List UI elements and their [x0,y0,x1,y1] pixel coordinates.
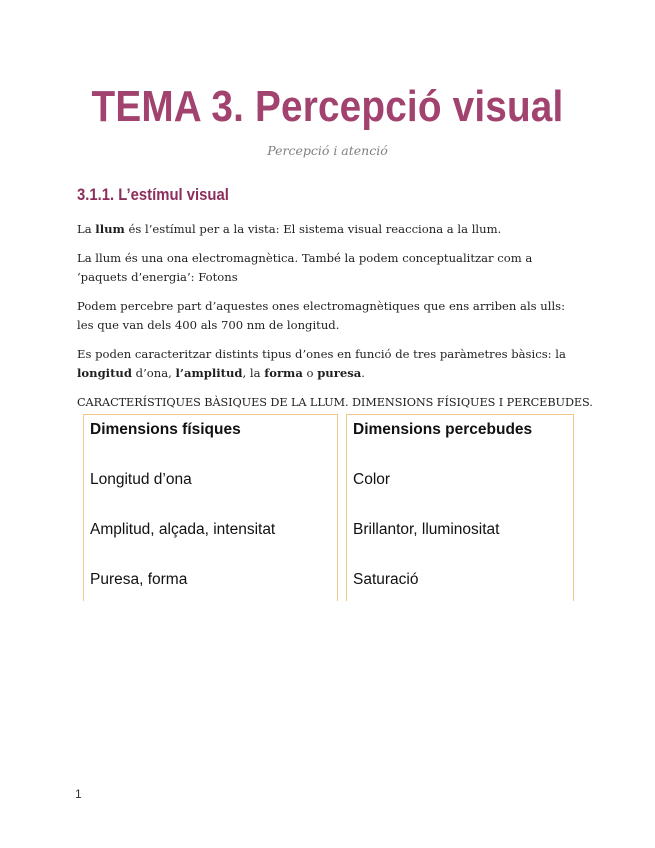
paragraph-4-bold-longitud: longitud [77,366,132,380]
table-cell: Brillantor, lluminositat [353,521,500,538]
paragraph-4-bold-forma: forma [264,366,303,380]
paragraph-4-text-d: o [302,366,318,380]
table-cell: Saturació [353,571,419,588]
table-cell: Amplitud, alçada, intensitat [90,521,276,538]
paragraph-4-text-a: Es poden caracteritzar distints tipus d’ones en funció de tres paràmetres bàsics: la [77,347,566,361]
paragraph-3: Podem percebre part d’aquestes ones electromagnètiques que ens arriben als ulls: les que van dels 400 als 700 nm de longitud. [77,299,566,332]
page-subtitle: Percepció i atenció [267,143,388,158]
paragraph-4-text-e: . [361,366,365,380]
paragraph-4-bold-puresa: puresa [317,366,362,380]
paragraph-4 [77,345,577,383]
table-cell: Longitud d’ona [90,471,192,488]
table-cell: Color [353,471,391,488]
paragraph-4-bold-amplitud: l’amplitud [175,366,243,380]
table-header-physical: Dimensions físiques [90,421,241,438]
page-number: 1 [75,787,82,801]
table-caption: CARACTERÍSTIQUES BÀSIQUES DE LA LLUM. DIMENSIONS FÍSIQUES I PERCEBUDES. [77,396,593,409]
paragraph-1-text-a: La [77,222,96,236]
section-heading: 3.1.1. L’estímul visual [77,186,229,204]
table-cell: Puresa, forma [90,571,188,588]
table-header-perceived: Dimensions percebudes [353,421,533,438]
paragraph-4-text-c: , la [242,366,265,380]
page-title: TEMA 3. Percepció visual [91,82,564,131]
paragraph-1-text-b: és l’estímul per a la vista: El sistema visual reacciona a la llum. [124,222,502,236]
paragraph-2: La llum és una ona electromagnètica. També la podem conceptualitzar com a ‘paquets d’energia’: Fotons [77,251,533,284]
table-column-perceived [346,414,574,601]
paragraph-1-bold-llum: llum [95,222,125,236]
paragraph-1 [77,220,577,239]
table-column-physical [83,414,338,601]
paragraph-4-text-b: d’ona, [131,366,176,380]
